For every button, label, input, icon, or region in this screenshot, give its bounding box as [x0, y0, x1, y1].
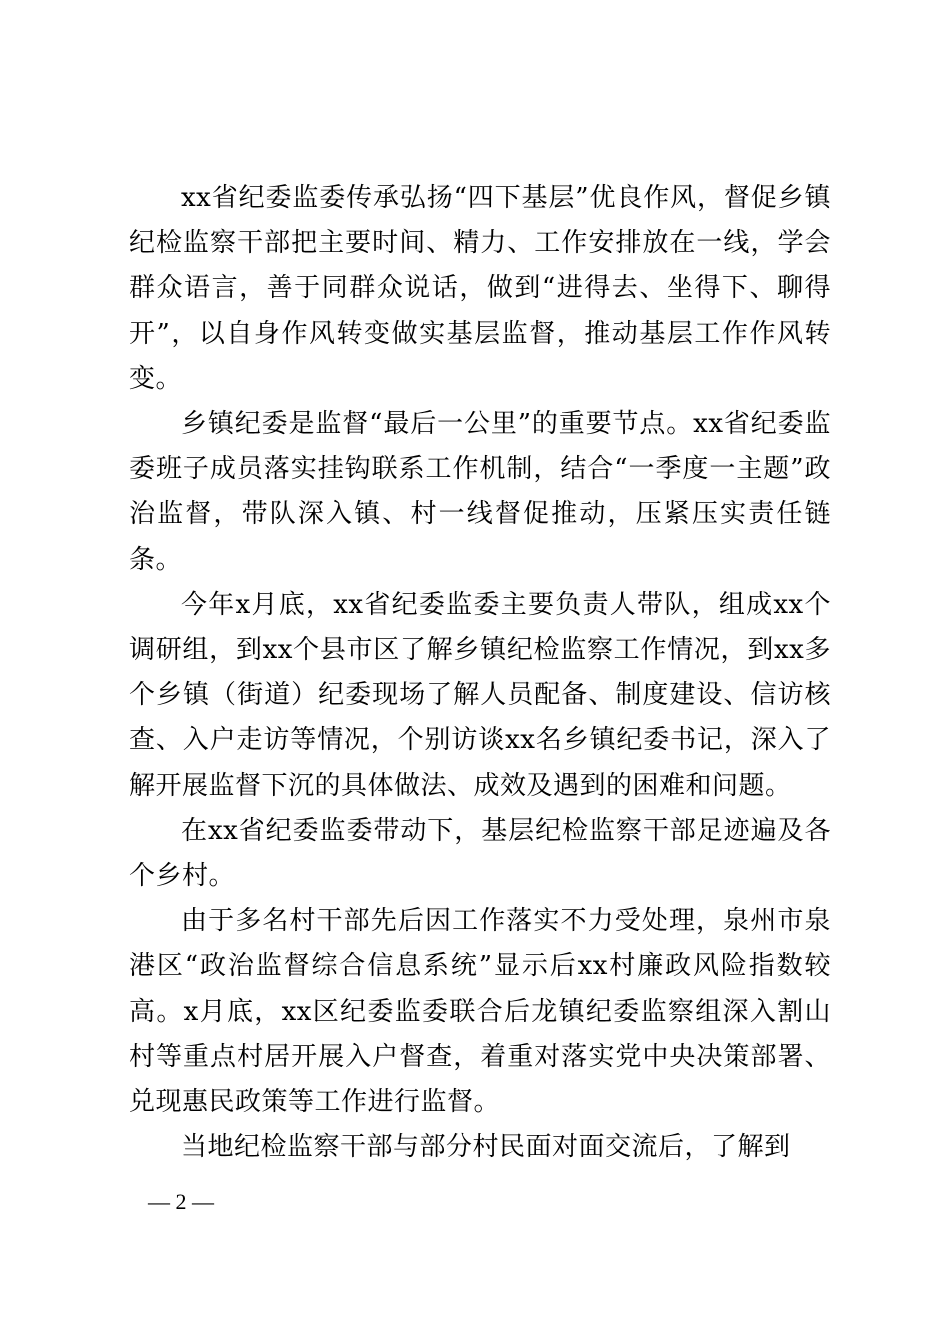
paragraph-3: 今年x月底，xx省纪委监委主要负责人带队，组成xx个调研组，到xx个县市区了解乡镇纪检监察工作情况，到xx多个乡镇（街道）纪委现场了解人员配备、制度建设、信访核查、入户走访等情况，个别访谈xx名乡镇纪委书记，深入了解开展监督下沉的具体做法、成效及遇到的困难和问题。	[129, 589, 831, 801]
paragraph-5: 由于多名村干部先后因工作落实不力受处理，泉州市泉港区“政治监督综合信息系统”显示后xx村廉政风险指数较高。x月底，xx区纪委监委联合后龙镇纪委监察组深入割山村等重点村居开展入户督查，着重对落实党中央决策部署、兑现惠民政策等工作进行监督。	[129, 906, 831, 1118]
page-number: — 2 —	[148, 1189, 214, 1214]
paragraph-1: xx省纪委监委传承弘扬“四下基层”优良作风，督促乡镇纪检监察干部把主要时间、精力、工作安排放在一线，学会群众语言，善于同群众说话，做到“进得去、坐得下、聊得开”，以自身作风转变做实基层监督，推动基层工作作风转变。	[129, 183, 831, 394]
paragraph-4: 在xx省纪委监委带动下，基层纪检监察干部足迹遍及各个乡村。	[129, 815, 831, 892]
document-body	[129, 176, 831, 1170]
paragraph-2: 乡镇纪委是监督“最后一公里”的重要节点。xx省纪委监委班子成员落实挂钩联系工作机制，结合“一季度一主题”政治监督，带队深入镇、村一线督促推动，压紧压实责任链条。	[129, 409, 831, 575]
paragraph-6: 当地纪检监察干部与部分村民面对面交流后，了解到	[181, 1132, 791, 1163]
